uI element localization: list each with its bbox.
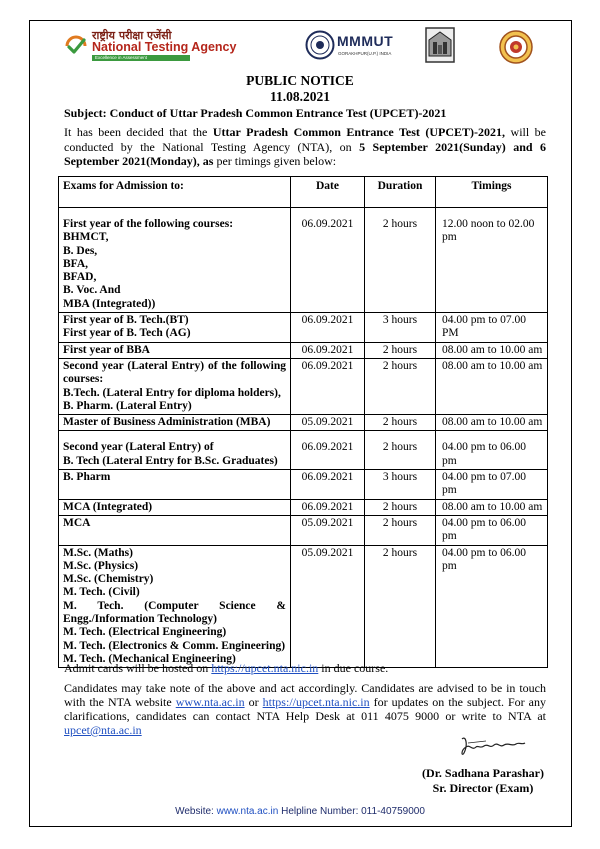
- timing-cell-value: 04.00 pm to 07.00 pm: [442, 471, 527, 497]
- exam-course-line: B. Pharm: [63, 471, 111, 484]
- exam-cell: [59, 515, 291, 545]
- exam-course-line: M. Tech. (Civil): [63, 586, 140, 599]
- date-cell-value: 05.09.2021: [301, 416, 354, 429]
- timing-cell-value: 08.00 am to 10.00 am: [442, 359, 543, 372]
- exam-course-line: M. Tech. (Computer Science & Engg./Information Technology): [63, 599, 286, 626]
- table-header-row: [59, 177, 548, 208]
- candidates-note: [64, 681, 546, 737]
- duration-cell-value: 2 hours: [382, 359, 418, 372]
- page-footer: [0, 806, 600, 817]
- intro-text: per timings given below:: [213, 154, 337, 168]
- candidates-text: Candidates may take note of the above and act accordingly. Candidates are advised to be in touch with the NTA website: [64, 681, 546, 709]
- intro-exam-dates: 5 September 2021(Sunday) and 6 September 2021(Monday), as: [64, 139, 546, 168]
- exam-course-line: M.Sc. (Physics): [63, 559, 139, 572]
- exam-course-line: First year of B. Tech (AG): [63, 327, 191, 340]
- table-row: [59, 545, 548, 668]
- upcet-site-link[interactable]: https://upcet.nta.nic.in: [211, 661, 319, 675]
- date-cell: [291, 342, 365, 358]
- exam-course-line: M. Tech. (Electrical Engineering): [63, 626, 227, 639]
- table-row: [59, 313, 548, 343]
- timing-cell-value: 04.00 pm to 06.00 pm: [442, 516, 527, 543]
- exam-course-line: B.Tech. (Lateral Entry for diploma holders),: [63, 386, 281, 399]
- duration-cell-value: 2 hours: [382, 218, 418, 230]
- admit-text: in due course.: [318, 661, 389, 675]
- date-cell-value: 06.09.2021: [301, 500, 354, 513]
- duration-cell: [365, 342, 436, 358]
- nta-logo: [64, 28, 237, 62]
- candidates-text: or: [244, 695, 263, 709]
- timing-cell: [436, 313, 548, 343]
- timing-cell-value: 08.00 am to 10.00 am: [442, 500, 543, 513]
- signatory-designation: Sr. Director (Exam): [432, 781, 534, 795]
- exam-schedule-table: [58, 176, 548, 668]
- timing-cell: [436, 499, 548, 515]
- duration-cell-value: 2 hours: [382, 416, 418, 429]
- table-row: [59, 358, 548, 414]
- exam-course-line: MCA (Integrated): [63, 500, 153, 513]
- table-row: [59, 499, 548, 515]
- date-cell: [291, 499, 365, 515]
- duration-cell: [365, 313, 436, 343]
- date-cell-value: 05.09.2021: [301, 516, 354, 529]
- exam-cell: [59, 431, 291, 470]
- date-cell-value: 06.09.2021: [301, 441, 354, 454]
- row-spacer: [63, 432, 286, 441]
- signature-image: [458, 733, 528, 759]
- duration-cell-value: 2 hours: [382, 441, 418, 454]
- exam-course-line: BHMCT,: [63, 231, 109, 244]
- exam-course-line: M. Tech. (Electronics & Comm. Engineering): [63, 639, 286, 652]
- header-duration: Duration: [365, 177, 436, 208]
- timing-cell-value: 12.00 noon to 02.00 pm: [442, 218, 535, 244]
- mmmut-subtitle: GORAKHPUR(U.P.) INDIA: [338, 51, 392, 56]
- header-timings: Timings: [436, 177, 548, 208]
- notice-date: 11.08.2021: [269, 89, 330, 104]
- date-cell: [291, 313, 365, 343]
- duration-cell: [365, 470, 436, 500]
- exam-cell: [59, 415, 291, 431]
- header-date: Date: [291, 177, 365, 208]
- duration-cell: [365, 499, 436, 515]
- notice-title: PUBLIC NOTICE: [246, 73, 354, 88]
- header-exam: Exams for Admission to:: [59, 177, 291, 208]
- exam-course-line: B. Pharm. (Lateral Entry): [63, 399, 192, 412]
- row-spacer: [442, 209, 543, 218]
- timing-cell: [436, 208, 548, 313]
- exam-course-line: Master of Business Administration (MBA): [63, 416, 271, 429]
- university-crest-icon: [424, 26, 456, 66]
- intro-exam-name: Uttar Pradesh Common Entrance Test (UPCET)-2021,: [212, 125, 506, 139]
- candidates-text: for updates on the subject. For any clarifications, candidates can contact NTA Help Desk at 011 4075 9000 or write to NTA at: [64, 695, 546, 723]
- date-cell: [291, 470, 365, 500]
- row-spacer: [369, 209, 431, 218]
- exam-course-line: B. Des,: [63, 244, 98, 257]
- duration-cell: [365, 415, 436, 431]
- row-spacer: [295, 209, 360, 218]
- row-spacer: [295, 432, 360, 441]
- duration-cell: [365, 358, 436, 414]
- exam-course-line: Second year (Lateral Entry) of: [63, 441, 214, 454]
- timing-cell-value: 08.00 am to 10.00 am: [442, 343, 543, 356]
- date-cell: [291, 415, 365, 431]
- date-cell: [291, 208, 365, 313]
- timing-cell: [436, 515, 548, 545]
- duration-cell-value: 2 hours: [382, 500, 418, 513]
- date-cell-value: 06.09.2021: [301, 218, 354, 230]
- date-cell-value: 06.09.2021: [301, 359, 354, 372]
- date-cell-value: 06.09.2021: [301, 343, 354, 356]
- table-row: [59, 415, 548, 431]
- date-cell: [291, 545, 365, 668]
- exam-course-line: M.Sc. (Chemistry): [63, 573, 154, 586]
- timing-cell: [436, 545, 548, 668]
- mmmut-seal-icon: [305, 30, 335, 60]
- admit-text: Admit cards will be hosted on: [64, 661, 212, 675]
- duration-cell: [365, 515, 436, 545]
- timing-cell: [436, 431, 548, 470]
- exam-course-line: Second year (Lateral Entry) of the following courses:: [63, 359, 286, 386]
- admit-card-note: [64, 661, 388, 676]
- exam-cell: [59, 499, 291, 515]
- table-row: [59, 515, 548, 545]
- intro-text: will be conducted by the National Testing Agency (NTA), on: [64, 125, 547, 154]
- footer-website-link[interactable]: www.nta.ac.in: [216, 806, 279, 817]
- row-spacer: [63, 209, 286, 218]
- date-cell-value: 05.09.2021: [301, 546, 354, 559]
- exam-course-line: MBA (Integrated)): [63, 297, 156, 310]
- nta-website-link[interactable]: www.nta.ac.in: [175, 695, 245, 709]
- exam-course-line: M.Sc. (Maths): [63, 546, 133, 559]
- timing-cell: [436, 342, 548, 358]
- duration-cell-value: 2 hours: [382, 546, 418, 559]
- table-row: [59, 431, 548, 470]
- exam-course-line: First year of the following courses:: [63, 218, 234, 230]
- timing-cell: [436, 415, 548, 431]
- date-cell-value: 06.09.2021: [301, 314, 354, 327]
- exam-cell: [59, 342, 291, 358]
- timing-cell-value: 04.00 pm to 06.00 pm: [442, 441, 527, 467]
- footer-label: Website:: [175, 806, 217, 817]
- institute-seal-icon: [499, 30, 533, 64]
- date-cell: [291, 515, 365, 545]
- date-cell-value: 06.09.2021: [301, 471, 354, 484]
- intro-text: It has been decided that the: [64, 125, 213, 139]
- duration-cell-value: 3 hours: [382, 471, 418, 484]
- mmmut-name: MMMUT: [337, 33, 394, 49]
- exam-course-line: M. Tech. (Mechanical Engineering): [63, 652, 236, 665]
- exam-cell: [59, 208, 291, 313]
- timing-cell: [436, 470, 548, 500]
- footer-helpline: Helpline Number: 011-40759000: [278, 806, 425, 817]
- nta-tagline: Excellence in Assessment: [92, 55, 190, 61]
- upcet-email-link[interactable]: upcet@nta.ac.in: [64, 723, 142, 737]
- date-cell: [291, 358, 365, 414]
- duration-cell: [365, 208, 436, 313]
- duration-cell: [365, 431, 436, 470]
- timing-cell: [436, 358, 548, 414]
- exam-schedule-body: [59, 208, 548, 668]
- exam-course-line: B. Tech (Lateral Entry for B.Sc. Graduates): [63, 454, 278, 467]
- table-row: [59, 208, 548, 313]
- signatory-block: [418, 766, 548, 796]
- table-row: [59, 342, 548, 358]
- exam-cell: [59, 470, 291, 500]
- duration-cell-value: 3 hours: [382, 314, 418, 327]
- exam-course-line: BFA,: [63, 257, 89, 270]
- exam-cell: [59, 313, 291, 343]
- duration-cell-value: 2 hours: [382, 343, 418, 356]
- exam-cell: [59, 358, 291, 414]
- mmmut-logo: [305, 30, 420, 62]
- duration-cell-value: 2 hours: [382, 516, 418, 529]
- row-spacer: [369, 432, 431, 441]
- nta-emblem-icon: [64, 32, 88, 56]
- upcet-site-link[interactable]: https://upcet.nta.nic.in: [262, 695, 370, 709]
- exam-cell: [59, 545, 291, 668]
- exam-course-line: MCA: [63, 516, 91, 529]
- notice-subject: Subject: Conduct of Uttar Pradesh Common Entrance Test (UPCET)-2021: [64, 106, 447, 120]
- exam-course-line: BFAD,: [63, 271, 97, 284]
- timing-cell-value: 04.00 pm to 06.00 pm: [442, 546, 527, 572]
- table-row: [59, 470, 548, 500]
- timing-cell-value: 08.00 am to 10.00 am: [442, 416, 543, 429]
- exam-course-line: First year of BBA: [63, 343, 150, 356]
- exam-course-line: B. Voc. And: [63, 284, 121, 297]
- nta-english-name: National Testing Agency: [92, 40, 237, 54]
- duration-cell: [365, 545, 436, 668]
- signatory-name: (Dr. Sadhana Parashar): [422, 766, 544, 780]
- timing-cell-value: 04.00 pm to 07.00 PM: [442, 314, 527, 340]
- row-spacer: [442, 432, 543, 441]
- exam-course-line: First year of B. Tech.(BT): [63, 314, 189, 327]
- nta-hindi-name: राष्ट्रीय परीक्षा एजेंसी: [92, 29, 172, 42]
- date-cell: [291, 431, 365, 470]
- intro-paragraph: [64, 125, 546, 169]
